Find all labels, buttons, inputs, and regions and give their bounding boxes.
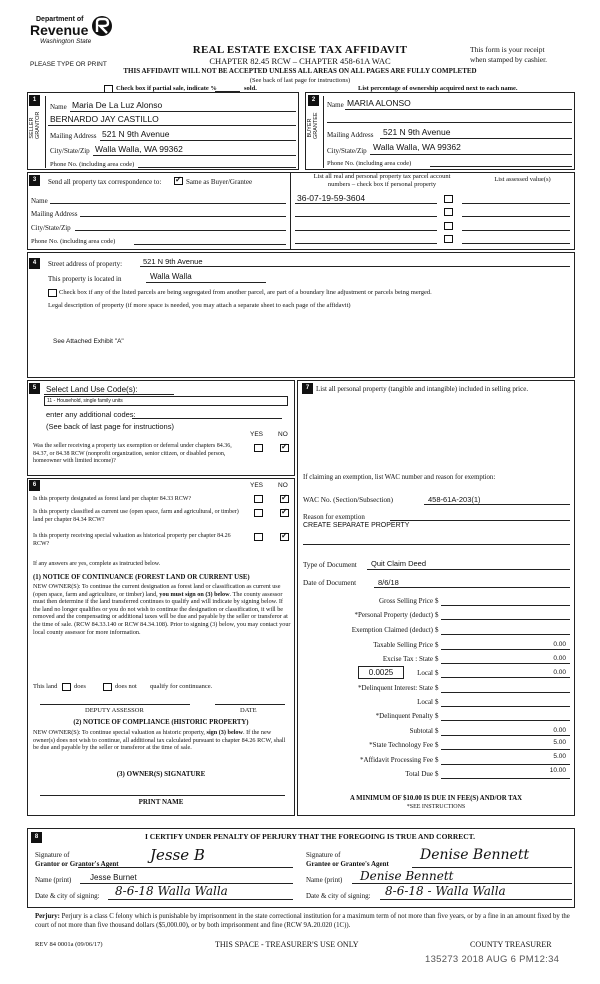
grantor-sig-of: Signature of <box>35 851 70 859</box>
s6-question-2: Is this property classified as current use (open space, farm and agricultural, or timber) land per chapter 84.34 RCW? <box>33 509 239 523</box>
assessed-line-2[interactable] <box>462 216 570 217</box>
delinq-local-line[interactable] <box>441 706 570 707</box>
buyer-name-1[interactable]: MARIA ALONSO <box>347 98 411 108</box>
section-5-number: 5 <box>29 383 40 394</box>
aff-fee-dollar: $ <box>435 756 439 764</box>
wac-label: WAC No. (Section/Subsection) <box>303 496 394 504</box>
s5-q1-yes-checkbox[interactable] <box>254 444 263 452</box>
deputy-assessor-line[interactable] <box>40 704 190 705</box>
grantee-signature-line[interactable] <box>412 867 572 868</box>
total-due-dollar: $ <box>435 770 439 778</box>
parcel-header-1: List all real and personal property tax parcel account <box>313 173 451 180</box>
notice-continuance-title: (1) NOTICE OF CONTINUANCE (FOREST LAND OR CURRENT USE) <box>33 574 250 581</box>
grantor-agent-label: Grantor or Grantor's Agent <box>35 860 119 868</box>
subtotal-line <box>441 735 570 736</box>
buyer-mail[interactable]: 521 N 9th Avenue <box>383 127 451 137</box>
buyer-side-label: BUYER GRANTEE <box>307 112 319 139</box>
sold-label: sold. <box>244 85 257 92</box>
grantor-date-city-label: Date & city of signing: <box>35 892 100 900</box>
additional-codes-label: enter any additional codes: <box>46 410 136 419</box>
s3-name-label: Name <box>31 197 48 205</box>
taxable-value[interactable]: 0.00 <box>553 641 566 648</box>
land-use-label: Select Land Use Code(s): <box>46 385 138 394</box>
aff-fee-value[interactable]: 5.00 <box>553 753 566 760</box>
subtotal-dollar: $ <box>435 727 439 735</box>
buyer-city[interactable]: Walla Walla, WA 99362 <box>373 142 461 152</box>
buyer-phone-line[interactable] <box>430 166 572 167</box>
form-warning: THIS AFFIDAVIT WILL NOT BE ACCEPTED UNLESS ALL AREAS ON ALL PAGES ARE FULLY COMPLETED <box>123 67 477 75</box>
excise-state-label: Excise Tax : State <box>382 655 433 663</box>
doc-type-label: Type of Document <box>303 561 357 569</box>
grantee-signature: Denise Bennett <box>420 847 530 863</box>
receipt-note-1: This form is your receipt <box>470 45 545 54</box>
doc-date[interactable]: 8/6/18 <box>378 578 399 587</box>
subtotal-value[interactable]: 0.00 <box>553 727 566 734</box>
s3-mail-line[interactable] <box>80 216 286 217</box>
buyer-name-line-2[interactable] <box>327 122 572 123</box>
reason-text[interactable]: CREATE SEPARATE PROPERTY <box>303 522 410 529</box>
notice-compliance-title: (2) NOTICE OF COMPLIANCE (HISTORIC PROPERTY) <box>73 719 249 726</box>
s3-city-line[interactable] <box>75 230 286 231</box>
parcel-line-1 <box>295 203 437 204</box>
notice-compliance-text <box>33 729 291 752</box>
buyer-mail-line <box>380 138 572 139</box>
receipt-stamp: 135273 2018 AUG 6 PM12:34 <box>425 954 560 965</box>
total-due-label: Total Due <box>405 770 433 778</box>
partial-sale-label: Check box if partial sale, indicate % <box>116 85 217 92</box>
segregated-label: Check box if any of the listed parcels are being segregated from another parcel, are part of a boundary line adjustment or parcels being merged. <box>59 289 432 296</box>
additional-codes-line[interactable] <box>132 418 282 419</box>
tech-fee-label: *State Technology Fee <box>369 741 433 749</box>
excise-state-line <box>441 663 570 664</box>
land-use-see-back: (See back of last page for instructions) <box>46 422 174 431</box>
notice-continuance-bold: you must sign on (3) below <box>159 590 230 598</box>
located-line <box>146 282 266 283</box>
aff-fee-line <box>441 764 570 765</box>
buyer-name-line-1 <box>345 109 572 110</box>
delinq-state-dollar: $ <box>435 684 439 692</box>
grantee-sig-of: Signature of <box>306 851 341 859</box>
grantor-signature-line[interactable] <box>78 867 293 868</box>
parcel-number-1[interactable]: 36-07-19-59-3604 <box>297 193 366 203</box>
wac-number[interactable]: 458-61A-203(1) <box>428 495 481 504</box>
seller-mail-line <box>100 140 296 141</box>
s5-no-label: NO <box>278 431 288 438</box>
section-7-number: 7 <box>302 383 313 394</box>
s3-phone-label: Phone No. (including area code) <box>31 238 116 245</box>
does-label: does <box>74 683 86 690</box>
exemption-line[interactable] <box>441 634 570 635</box>
grantor-name-print[interactable]: Jesse Burnet <box>90 873 137 882</box>
s5-q1-no-checkbox[interactable] <box>280 444 289 452</box>
parcel-1-personal-checkbox[interactable] <box>444 195 453 203</box>
segregated-checkbox[interactable] <box>48 289 57 297</box>
assessed-line-1[interactable] <box>462 203 570 204</box>
buyer-city-label: City/State/Zip <box>327 147 367 155</box>
assessor-date-label: DATE <box>240 707 257 714</box>
reason-line <box>390 520 570 521</box>
send-correspondence-label: Send all property tax correspondence to: <box>48 178 162 186</box>
qualify-label: qualify for continuance. <box>150 683 213 690</box>
logo-dept-of: Department of <box>36 16 84 23</box>
assessed-line-4[interactable] <box>462 243 570 244</box>
section-3-divider <box>290 172 291 250</box>
print-name-label: PRINT NAME <box>138 798 184 806</box>
notice-continuance-b: . The county assessor must then determine if the land transferred continues to qualify and will indicate by signing below. If the land no longer qualifies or you do not wish to continue the designation or classification, it will be removed and the compensating or additional taxes will be due and payable by the seller or transferor at the time of sale. (RCW 84.33.140 or RCW 84.34.108). Prior to signing (3) below, you may contact your local county assessor for more information. <box>33 590 291 636</box>
notice-continuance-text <box>33 583 291 636</box>
delinq-local-label: Local <box>417 698 433 706</box>
legal-description-label: Legal description of property (if more space is needed, you may attach a separate sheet to each page of the affidavit) <box>48 302 351 309</box>
delinq-local-dollar: $ <box>435 698 439 706</box>
seller-name-1[interactable]: Maria De La Luz Alonso <box>72 100 163 110</box>
grantee-date-city[interactable]: 8-6-18 - Walla Walla <box>385 884 506 898</box>
notice-compliance-a: NEW OWNER(S): To continue special valuation as historic property, <box>33 729 205 736</box>
seller-mail-label: Mailing Address <box>50 132 97 140</box>
located-label: This property is located in <box>48 275 122 283</box>
seller-divider <box>45 96 46 168</box>
buyer-phone-label: Phone No. (including area code) <box>327 160 412 167</box>
s3-mail-label: Mailing Address <box>31 210 78 218</box>
see-back-header: (See back of last page for instructions) <box>249 77 351 84</box>
treasurer-space-label: THIS SPACE - TREASURER'S USE ONLY <box>215 940 359 949</box>
grantee-name-print-label: Name (print) <box>306 876 343 884</box>
seller-mail[interactable]: 521 N 9th Avenue <box>102 129 170 139</box>
land-use-code: 11 - Household, single family units <box>47 398 123 404</box>
s6-if-yes: If any answers are yes, complete as instructed below. <box>33 561 161 567</box>
street-address-line <box>140 266 570 267</box>
legal-description-exhibit[interactable]: See Attached Exhibit "A" <box>53 338 124 345</box>
owner-signature-label: (3) OWNER(S) SIGNATURE <box>116 770 206 778</box>
tech-fee-value[interactable]: 5.00 <box>553 739 566 746</box>
parcel-header-2: numbers – check box if personal property <box>327 181 437 188</box>
wac-line <box>424 504 570 505</box>
deputy-assessor-label: DEPUTY ASSESSOR <box>85 707 144 714</box>
section-8-number: 8 <box>31 832 42 843</box>
s5-question-1: Was the seller receiving a property tax exemption or deferral under chapters 84.36, 84.37, or 84.38 RCW (nonprofit organization, senior citizen, or disabled person, homeowner with limited income)? <box>33 443 232 464</box>
s6-q1-yes-checkbox[interactable] <box>254 495 263 503</box>
seller-city-label: City/State/Zip <box>50 147 90 155</box>
excise-state-dollar: $ <box>435 655 439 663</box>
personal-label: *Personal Property (deduct) <box>354 611 433 619</box>
delinq-penalty-dollar: $ <box>435 712 439 720</box>
s6-q3-yes-checkbox[interactable] <box>254 533 263 541</box>
buyer-mail-label: Mailing Address <box>327 131 374 139</box>
buyer-divider <box>323 96 324 168</box>
doc-type[interactable]: Quit Claim Deed <box>371 559 427 568</box>
parcel-3-personal-checkbox[interactable] <box>444 222 453 230</box>
section-2-number: 2 <box>308 95 319 106</box>
section-4-number: 4 <box>29 258 40 269</box>
buyer-city-line <box>370 154 572 155</box>
section-6 <box>27 478 295 816</box>
seller-phone-line[interactable] <box>138 167 296 168</box>
land-use-select[interactable] <box>44 396 288 406</box>
land-does-checkbox[interactable] <box>62 683 71 691</box>
see-instructions-note: *SEE INSTRUCTIONS <box>406 804 466 810</box>
s3-city-label: City/State/Zip <box>31 224 71 232</box>
seller-name-2[interactable]: BERNARDO JAY CASTILLO <box>50 114 159 124</box>
assessed-header: List assessed value(s) <box>494 176 551 183</box>
seller-city[interactable]: Walla Walla, WA 99362 <box>95 144 183 154</box>
taxable-line <box>441 649 570 650</box>
form-title: REAL ESTATE EXCISE TAX AFFIDAVIT <box>192 44 408 56</box>
s6-yes-label: YES <box>250 482 264 489</box>
certify-statement: I CERTIFY UNDER PENALTY OF PERJURY THAT THE FOREGOING IS TRUE AND CORRECT. <box>144 832 475 841</box>
assessor-date-line[interactable] <box>215 704 285 705</box>
same-as-buyer-label: Same as Buyer/Grantee <box>186 178 253 186</box>
grantor-signature: Jesse B <box>150 846 205 864</box>
grantor-date-line <box>108 899 293 900</box>
exemption-claimed-label: Exemption Claimed (deduct) <box>351 626 433 634</box>
receipt-note-2: when stamped by cashier. <box>470 55 548 64</box>
section-6-number: 6 <box>29 480 40 491</box>
personal-property-label: List all personal property (tangible and intangible) included in selling price. <box>316 385 529 393</box>
subtotal-label: Subtotal <box>409 727 433 735</box>
excise-state-value[interactable]: 0.00 <box>553 655 566 662</box>
grantee-date-line <box>380 899 572 900</box>
does-not-label: does not <box>115 683 137 690</box>
section-1-number: 1 <box>29 95 40 106</box>
seller-name-line-2 <box>48 125 296 126</box>
tech-fee-dollar: $ <box>435 741 439 749</box>
delinq-penalty-label: *Delinquent Penalty <box>375 712 433 720</box>
total-due-line <box>441 778 570 779</box>
land-use-label-line <box>44 394 174 395</box>
delinq-penalty-line[interactable] <box>441 720 570 721</box>
taxable-dollar: $ <box>435 641 439 649</box>
logo-revenue: Revenue <box>30 22 89 38</box>
doc-date-label: Date of Document <box>303 579 357 587</box>
personal-line[interactable] <box>441 619 570 620</box>
doc-type-line <box>367 569 570 570</box>
tech-fee-line <box>441 749 570 750</box>
claim-exemption-label: If claiming an exemption, list WAC number and reason for exemption: <box>303 474 496 481</box>
aff-fee-label: *Affidavit Processing Fee <box>360 756 433 764</box>
pct-ownership-label: List percentage of ownership acquired next to each name. <box>358 85 518 92</box>
dor-logo-icon <box>90 14 114 38</box>
exemption-dollar: $ <box>435 626 439 634</box>
assessed-line-3[interactable] <box>462 230 570 231</box>
personal-dollar: $ <box>435 611 439 619</box>
notice-compliance-bold: sign (3) below <box>206 729 243 736</box>
s5-yes-label: YES <box>250 431 264 438</box>
local-value[interactable]: 0.00 <box>553 669 566 676</box>
gross-label: Gross Selling Price <box>378 597 433 605</box>
owner-signature-line[interactable] <box>40 795 285 796</box>
parcel-2-personal-checkbox[interactable] <box>444 208 453 216</box>
located-county[interactable]: Walla Walla <box>150 272 192 281</box>
reason-label: Reason for exemption <box>303 513 365 521</box>
s6-q2-yes-checkbox[interactable] <box>254 509 263 517</box>
land-does-not-checkbox[interactable] <box>103 683 112 691</box>
this-land-label: This land <box>33 683 58 690</box>
taxable-label: Taxable Selling Price <box>373 641 433 649</box>
seller-side-label: SELLER GRANTOR <box>29 111 41 139</box>
section-3-number: 3 <box>29 175 40 186</box>
reason-line-2[interactable] <box>303 544 570 545</box>
form-chapter: CHAPTER 82.45 RCW – CHAPTER 458-61A WAC <box>209 56 391 66</box>
gross-dollar: $ <box>435 597 439 605</box>
s6-q2-no-checkbox[interactable] <box>280 509 289 517</box>
perjury-text: Perjury is a class C felony which is punishable by imprisonment in the state correctional institution for a maximum term of not more than five years, or by a fine in an amount fixed by the court of not more than five thousand dollars ($5,000.00), or by both imprisonment and fine (RCW 9A.20.020 (1C)). <box>35 913 570 929</box>
total-due-value[interactable]: 10.00 <box>549 767 566 774</box>
s6-question-1: Is this property designated as forest land per chapter 84.33 RCW? <box>33 496 192 502</box>
grantor-name-print-label: Name (print) <box>35 876 72 884</box>
seller-name-line-1 <box>70 111 296 112</box>
same-as-buyer-checkbox[interactable] <box>174 177 183 185</box>
grantee-name-print[interactable]: Denise Bennett <box>360 869 454 883</box>
grantor-date-city[interactable]: 8-6-18 Walla Walla <box>115 884 228 898</box>
seller-phone-label: Phone No. (including area code) <box>50 161 135 168</box>
delinq-state-line[interactable] <box>441 692 570 693</box>
s6-q1-no-checkbox[interactable] <box>280 495 289 503</box>
gross-line[interactable] <box>441 605 570 606</box>
form-revision: REV 84 0001a (09/06/17) <box>35 941 103 948</box>
s6-question-3: Is this property receiving special valuation as historical property per chapter 84.26 RCW? <box>33 533 231 547</box>
s6-no-label: NO <box>278 482 288 489</box>
local-rate: 0.0025 <box>368 668 394 677</box>
parcel-4-personal-checkbox[interactable] <box>444 235 453 243</box>
delinq-state-label: *Delinquent Interest: State <box>357 684 433 692</box>
s6-q3-no-checkbox[interactable] <box>280 533 289 541</box>
s3-phone-line[interactable] <box>134 244 286 245</box>
s3-name-line[interactable] <box>50 203 286 204</box>
doc-date-line <box>374 587 570 588</box>
grantee-agent-label: Grantee or Grantee's Agent <box>306 860 389 868</box>
county-treasurer-label: COUNTY TREASURER <box>470 940 552 949</box>
parcel-line-4[interactable] <box>295 243 437 244</box>
minimum-due-note: A MINIMUM OF $10.00 IS DUE IN FEE(S) AND/OR TAX <box>349 795 523 802</box>
please-type: PLEASE TYPE OR PRINT <box>30 61 107 68</box>
section-4 <box>27 252 575 378</box>
street-address-label: Street address of property: <box>48 260 123 268</box>
local-line <box>441 677 570 678</box>
buyer-name-label: Name <box>327 101 344 109</box>
grantee-date-city-label: Date & city of signing: <box>306 892 371 900</box>
parcel-line-3[interactable] <box>295 230 437 231</box>
notice-continuance-a: NEW OWNER(S): To continue the current designation as forest land or classification as current use (open space, farm and agriculture, or timber) land, <box>33 583 281 598</box>
perjury-statement <box>35 912 580 930</box>
notice-compliance-b: . If the new owner(s) does not wish to continue, all additional tax calculated pursuant to chapter 84.26 RCW, shall be due and payable by the seller or transferor at the time of sale. <box>33 729 286 752</box>
perjury-label: Perjury: <box>35 913 60 920</box>
seller-name-label: Name <box>50 103 67 111</box>
local-label: Local <box>417 669 433 677</box>
local-dollar: $ <box>435 669 439 677</box>
logo-state: Washington State <box>40 38 92 45</box>
parcel-line-2[interactable] <box>295 216 437 217</box>
street-address[interactable]: 521 N 9th Avenue <box>143 257 203 266</box>
seller-city-line <box>93 155 296 156</box>
